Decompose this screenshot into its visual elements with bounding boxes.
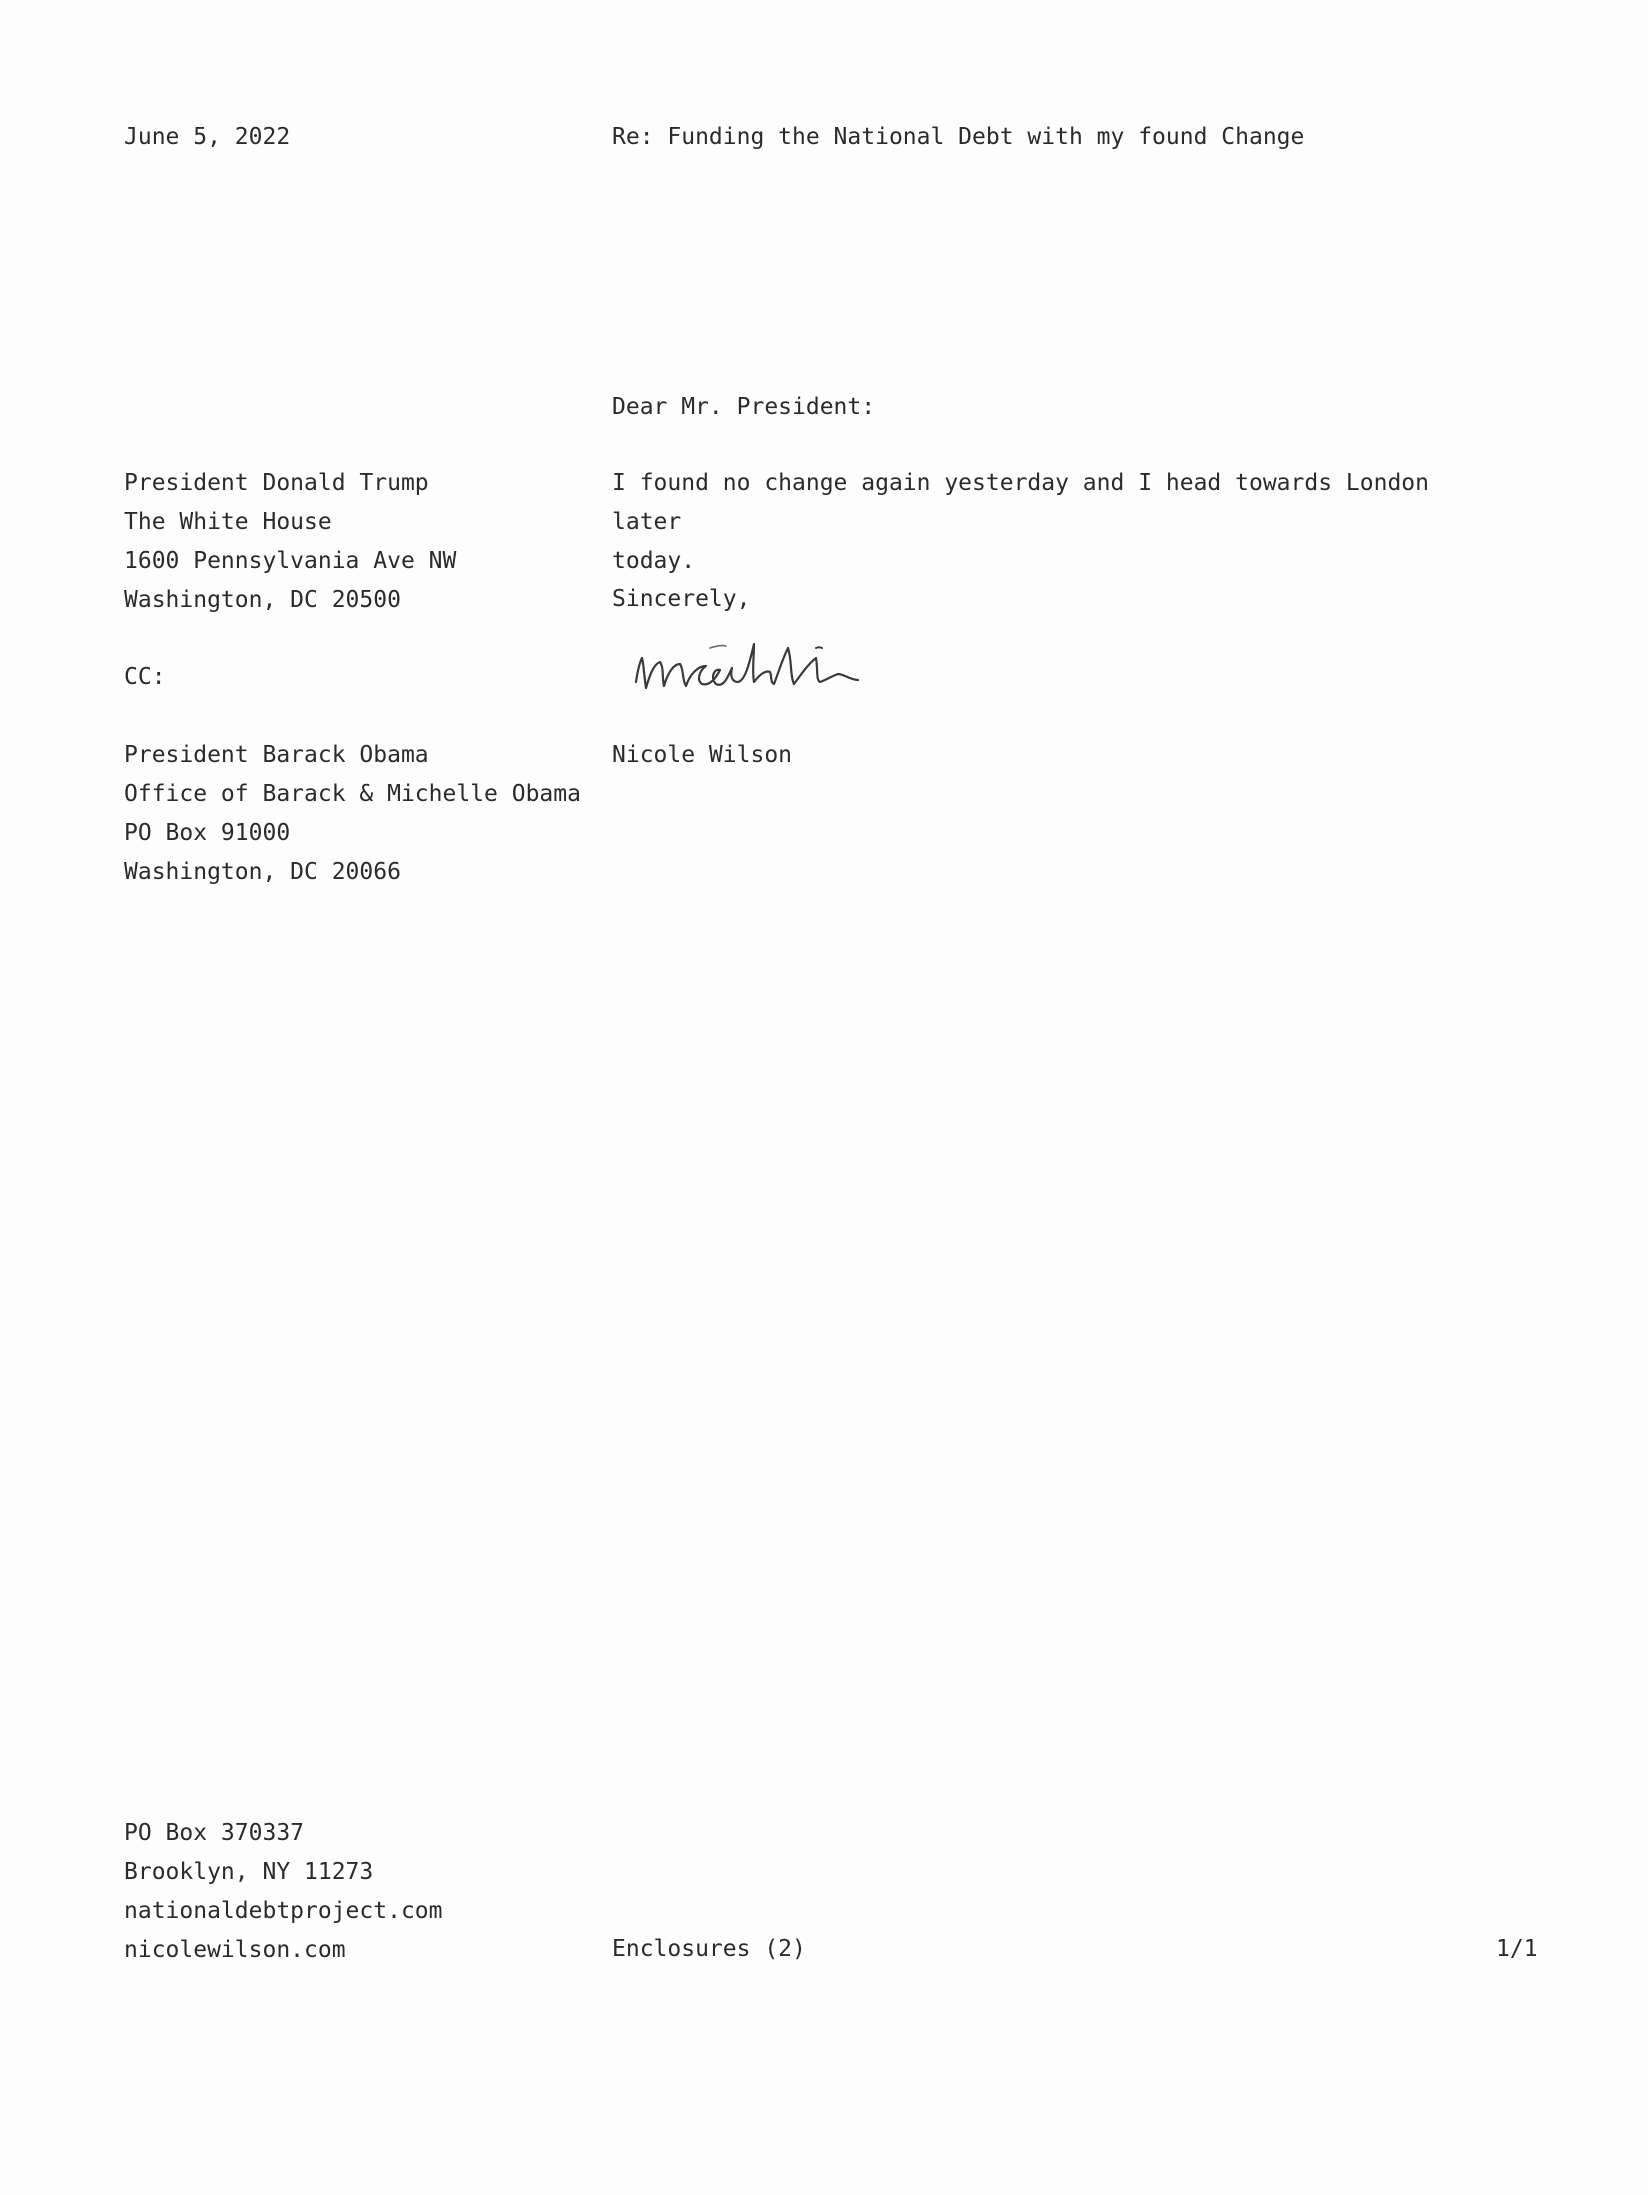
signature-dot (816, 647, 822, 648)
closing: Sincerely, (612, 586, 751, 612)
signature-stroke (636, 644, 858, 688)
return-address (124, 1814, 443, 1970)
page-number: 1/1 (1496, 1936, 1538, 1962)
recipient-name: President Donald Trump (124, 470, 429, 496)
signer-name: Nicole Wilson (612, 742, 793, 768)
return-website-personal: nicolewilson.com (124, 1937, 346, 1963)
recipient-address (124, 464, 456, 620)
handwritten-signature (628, 618, 948, 718)
recipient-organization: The White House (124, 509, 332, 535)
cc-recipient-street: PO Box 91000 (124, 820, 291, 846)
letter-subject: Re: Funding the National Debt with my found Change (612, 124, 1305, 150)
cc-recipient-address (124, 736, 581, 892)
return-po-box: PO Box 370337 (124, 1820, 305, 1846)
letter-date: June 5, 2022 (124, 124, 291, 150)
cc-recipient-organization: Office of Barack & Michelle Obama (124, 781, 581, 807)
recipient-street: 1600 Pennsylvania Ave NW (124, 548, 457, 574)
cc-label: CC: (124, 664, 166, 690)
body-line: I found no change again yesterday and I head towards London later (612, 470, 1429, 535)
return-website-project: nationaldebtproject.com (124, 1898, 443, 1924)
cc-recipient-name: President Barack Obama (124, 742, 429, 768)
recipient-city: Washington, DC 20500 (124, 587, 401, 613)
signature-dot (710, 646, 726, 648)
salutation: Dear Mr. President: (612, 394, 876, 420)
enclosures-note: Enclosures (2) (612, 1936, 806, 1962)
letter-body (612, 464, 1512, 581)
return-city: Brooklyn, NY 11273 (124, 1859, 374, 1885)
body-line: today. (612, 548, 696, 574)
cc-recipient-city: Washington, DC 20066 (124, 859, 401, 885)
